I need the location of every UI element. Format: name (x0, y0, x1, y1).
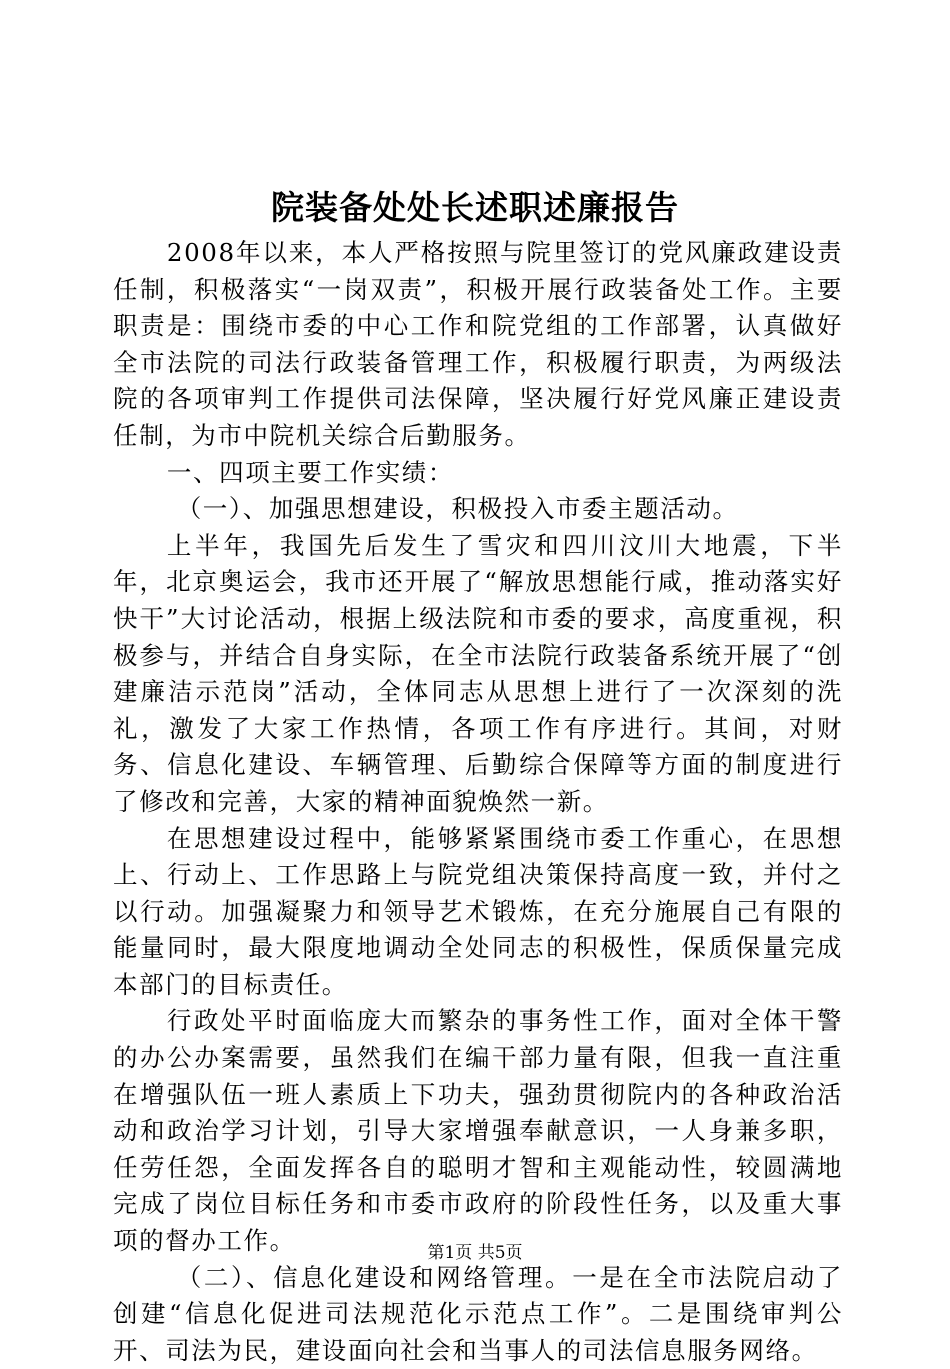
body-paragraph-3: 行政处平时面临庞大而繁杂的事务性工作，面对全体干警的办公办案需要，虽然我们在编干部力量有限，但我一直注重在增强队伍一班人素质上下功夫，强劲贯彻院内的各种政治活动和政治学习计划，引导大家增强奉献意识，一人身兼多职，任劳任怨，全面发挥各自的聪明才智和主观能动性，较圆满地完成了岗位目标任务和市委市政府的阶段性任务，以及重大事项的督办工作。 (113, 1006, 843, 1256)
subsection-heading-1: （一）、加强思想建设，积极投入市委主题活动。 (176, 494, 739, 524)
subsection-paragraph-2: （二）、信息化建设和网络管理。一是在全市法院启动了创建“信息化促进司法规范化示范点工作”。二是围绕审判公开、司法为民，建设面向社会和当事人的司法信息服务网络。 (113, 1262, 843, 1365)
intro-paragraph: 2008年以来，本人严格按照与院里签订的党风廉政建设责任制，积极落实“一岗双责”，积极开展行政装备处工作。主要职责是：围绕市委的中心工作和院党组的工作部署，认真做好全市法院的司法行政装备管理工作，积极履行职责，为两级法院的各项审判工作提供司法保障，坚决履行好党风廉正建设责任制，为市中院机关综合后勤服务。 (113, 238, 843, 450)
page-footer: 第1页 共5页 (427, 1243, 523, 1263)
document-title: 院装备处处长述职述廉报告 (271, 188, 679, 227)
body-paragraph-2: 在思想建设过程中，能够紧紧围绕市委工作重心，在思想上、行动上、工作思路上与院党组决策保持高度一致，并付之以行动。加强凝聚力和领导艺术锻炼，在充分施展自己有限的能量同时，最大限度地调动全处同志的积极性，保质保量完成本部门的目标责任。 (113, 823, 843, 999)
body-paragraph-1: 上半年，我国先后发生了雪灾和四川汶川大地震，下半年，北京奥运会，我市还开展了“解放思想能行咸，推动落实好快干”大讨论活动，根据上级法院和市委的要求，高度重视，积极参与，并结合自身实际，在全市法院行政装备系统开展了“创建廉洁示范岗”活动，全体同志从思想上进行了一次深刻的洗礼，激发了大家工作热情，各项工作有序进行。其间，对财务、信息化建设、车辆管理、后勤综合保障等方面的制度进行了修改和完善，大家的精神面貌焕然一新。 (113, 530, 843, 816)
section-heading: 一、四项主要工作实绩： (166, 457, 454, 487)
document-body (113, 235, 843, 1369)
